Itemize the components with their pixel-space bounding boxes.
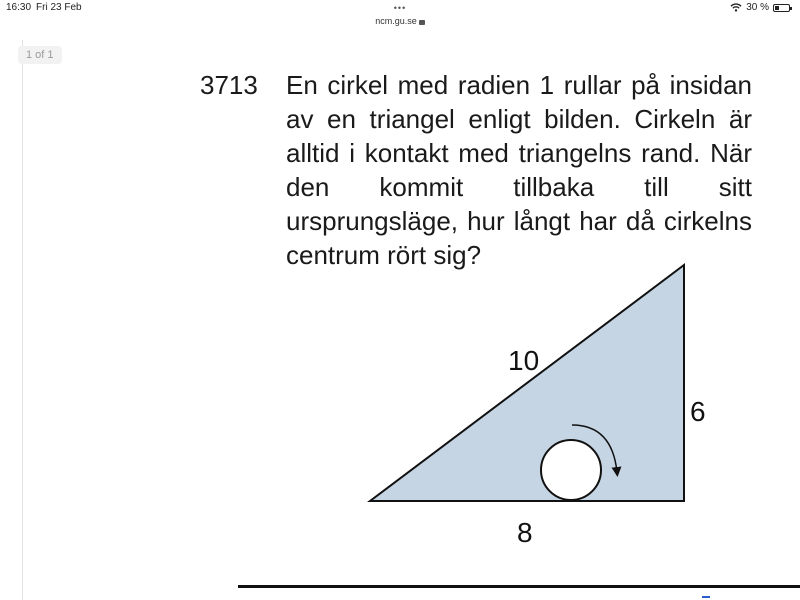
problem-text: En cirkel med radien 1 rullar på insidan av en triangel enligt bilden. Cirkeln är alltid i kontakt med triangelns rand. När den kommit tillbaka till sitt ursprungsläge, hur långt har då cirkelns centrum rört sig? xyxy=(286,70,752,270)
status-date: Fri 23 Feb xyxy=(36,2,82,13)
triangle xyxy=(370,265,684,501)
hypotenuse-label: 10 xyxy=(508,345,540,376)
base-label: 8 xyxy=(517,517,533,548)
battery-percentage: 30 % xyxy=(746,2,769,13)
url-text[interactable]: ncm.gu.se xyxy=(375,16,417,26)
status-time: 16:30 xyxy=(6,2,32,13)
corner-mark xyxy=(702,596,710,598)
rolling-circle xyxy=(541,440,601,500)
vertical-side-label: 6 xyxy=(690,396,706,427)
more-dots-icon[interactable]: ••• xyxy=(393,3,407,13)
page-counter: 1 of 1 xyxy=(18,46,62,64)
bottom-rule xyxy=(238,585,800,588)
problem-number: 3713 xyxy=(200,70,258,100)
